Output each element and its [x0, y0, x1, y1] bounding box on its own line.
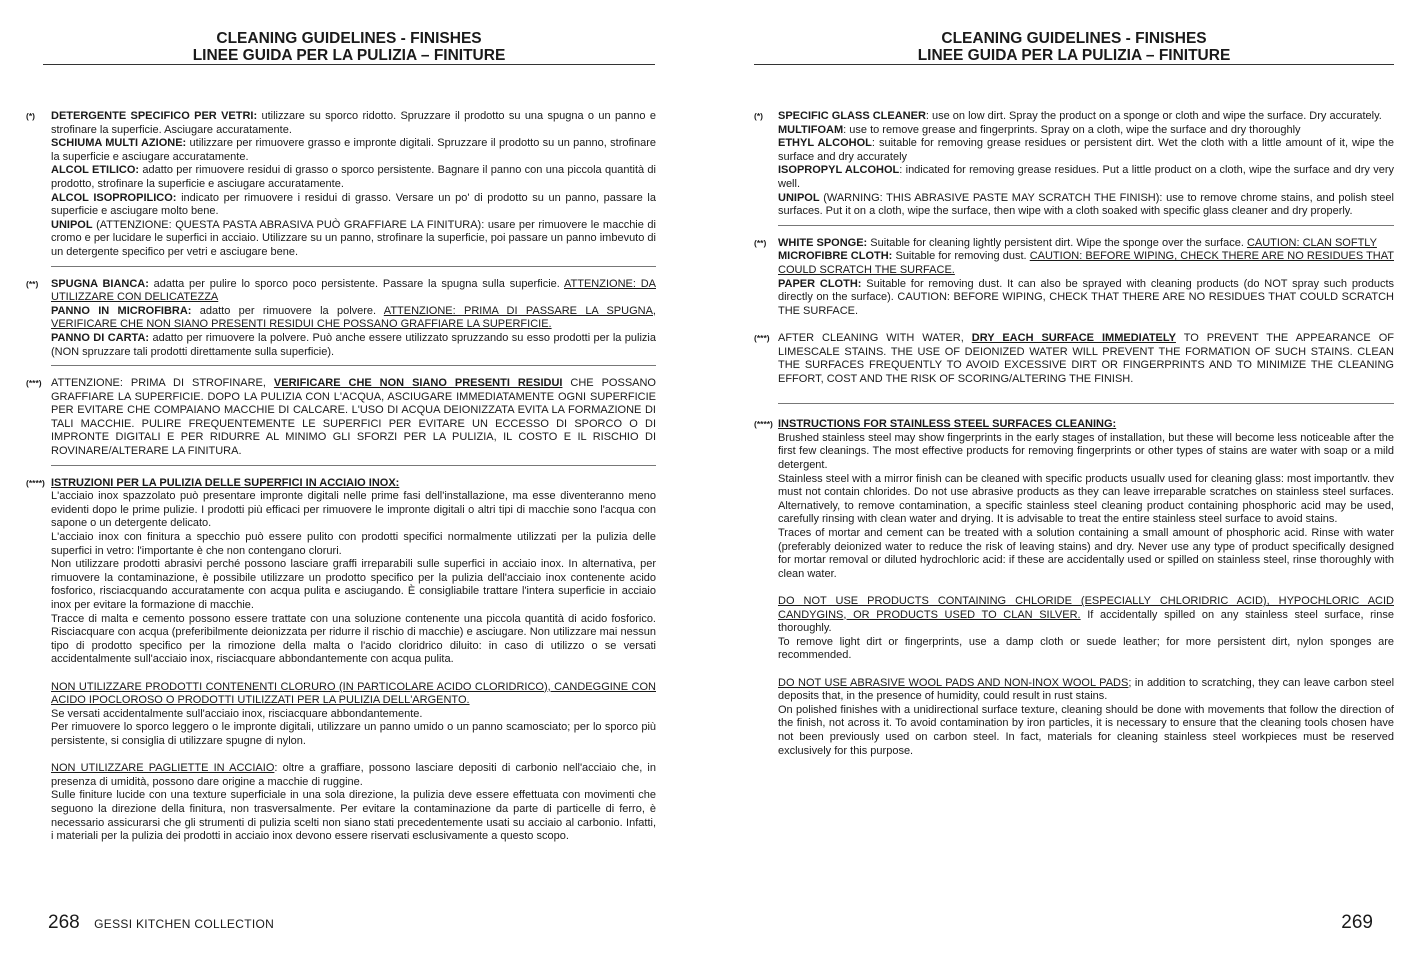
paragraph: ALCOL ETILICO: adatto per rimuovere residui di grasso o sporco persistente. Bagnare il panno con una piccola quantità di prodotto, strofinare la superficie e asciugare accuratamente.	[51, 164, 656, 190]
paragraph: SCHIUMA MULTI AZIONE: utilizzare per rimuovere grasso e impronte digitali. Spruzzare il prodotto su un panno, strofinare la superficie e asciugare accuratamente.	[51, 137, 656, 163]
paragraph: DETERGENTE SPECIFICO PER VETRI: utilizzare su sporco ridotto. Spruzzare il prodotto su una spugna o un panno e strofinare la superficie. Asciugare accuratamente.	[51, 110, 656, 136]
section-warning	[26, 377, 656, 459]
page-content	[754, 110, 1394, 758]
paragraph: WHITE SPONGE: Suitable for cleaning lightly persistent dirt. Wipe the sponge over the surface. CAUTION: CLAN SOFTLY	[778, 236, 1377, 249]
footnote-marker: (****)	[754, 419, 773, 430]
page-number: 269	[1341, 912, 1373, 933]
section-divider	[778, 225, 1394, 226]
section-warning	[754, 332, 1394, 386]
section-stainless	[754, 418, 1394, 758]
paragraph: AFTER CLEANING WITH WATER, DRY EACH SURFACE IMMEDIATELY TO PREVENT THE APPEARANCE OF LIMESCALE STAINS. THE USE OF DEIONIZED WATER WILL PREVENT THE FORMATION OF SUCH STAINS. CLEAN THE SURFACES FREQUENTLY TO AVOID EXCESSIVE DIRT OR FINGERPRINTS AND TO MINIMIZE THE CLEANING EFFORT, COST AND THE RISK OF SCORING/ALTERING THE FINISH.	[778, 331, 1395, 385]
section-stainless	[26, 477, 656, 844]
paragraph: Per rimuovere lo sporco leggero o le impronte digitali, utilizzare un panno umido o un panno scamosciato; per lo sporco più persistente, si consiglia di utilizzare spugne di nylon.	[51, 721, 656, 747]
page-title	[754, 30, 1394, 64]
paragraph: To remove light dirt or fingerprints, use a damp cloth or suede leather; for more persistent dirt, nylon sponges are recommended.	[778, 635, 1394, 662]
paragraph: NON UTILIZZARE PAGLIETTE IN ACCIAIO: oltre a graffiare, possono lasciare depositi di carbonio nell'acciaio che, in presenza di umidità, possono dare origine a macchie di ruggine.	[51, 762, 656, 788]
paragraph: Brushed stainless steel may show fingerprints in the early stages of installation, but these will become less noticeable after the first few cleanings. The most effective products for removing fingerprints or other types of stains are water with soap or a mild detergent.	[778, 431, 1394, 472]
section-divider	[51, 465, 656, 466]
section-heading: ISTRUZIONI PER LA PULIZIA DELLE SUPERFICI IN ACCIAIO INOX:	[51, 476, 400, 489]
paragraph: DO NOT USE ABRASIVE WOOL PADS AND NON-INOX WOOL PADS; in addition to scratching, they can leave carbon steel deposits that, in the presence of humidity, could result in rust stains.	[778, 676, 1395, 703]
page-number: 268	[48, 912, 80, 933]
paragraph: ISOPROPYL ALCOHOL: indicated for removing grease residues. Put a little product on a cloth, wipe the surface and dry very well.	[778, 164, 1395, 190]
footnote-marker: (***)	[26, 378, 42, 389]
title-italian: LINEE GUIDA PER LA PULIZIA – FINITURE	[917, 47, 1231, 64]
paragraph: PANNO DI CARTA: adatto per rimuovere la polvere. Può anche essere utilizzato spruzzando su esso prodotti per la pulizia (NON spruzzare tali prodotti direttamente sulla superficie).	[51, 331, 656, 358]
title-english: CLEANING GUIDELINES - FINISHES	[216, 30, 482, 47]
paragraph: On polished finishes with a unidirectional surface texture, cleaning should be done with movements that follow the direction of the finish, not across it. To avoid contamination by iron particles, it is necessary to ensure that the cleaning tools chosen have not been previously used on carbon steel. In fact, materials for cleaning stainless steel workpieces must be reserved exclusively for this purpose.	[778, 703, 1394, 757]
footnote-marker: (****)	[26, 477, 45, 488]
page-footer	[48, 912, 274, 934]
paragraph: UNIPOL (WARNING: THIS ABRASIVE PASTE MAY SCRATCH THE FINISH): use to remove chrome stains, and polish steel surfaces. Put it on a cloth, wipe the surface, then wipe with a cloth soaked with specific glass cleaner and dry properly.	[778, 191, 1394, 218]
title-italian: LINEE GUIDA PER LA PULIZIA – FINITURE	[192, 47, 506, 64]
title-underline	[43, 64, 655, 65]
paragraph: SPUGNA BIANCA: adatta per pulire lo sporco poco persistente. Passare la spugna sulla superficie. ATTENZIONE: DA UTILIZZARE CON DELICATEZZA	[51, 277, 656, 304]
section-tools	[26, 278, 656, 360]
footnote-marker: (**)	[754, 237, 767, 248]
paragraph: PANNO IN MICROFIBRA: adatto per rimuovere la polvere. ATTENZIONE: PRIMA DI PASSARE LA SPUGNA, VERIFICARE CHE NON SIANO PRESENTI RESIDUI CHE POSSANO GRAFFIARE LA SUPERFICIE.	[51, 304, 656, 331]
page-title	[43, 30, 655, 64]
paragraph: UNIPOL (ATTENZIONE: QUESTA PASTA ABRASIVA PUÒ GRAFFIARE LA FINITURA): usare per rimuovere le macchie di cromo e per lucidare le superfici in acciaio. Utilizzare su un panno, strofinare la superficie, poi passare un panno imbevuto di un detergente specifico per vetri e asciugare bene.	[51, 218, 656, 258]
paragraph: Se versati accidentalmente sull'acciaio inox, risciacquare abbondantemente.	[51, 707, 423, 720]
title-underline	[754, 64, 1394, 65]
paragraph: Stainless steel with a mirror finish can be cleaned with specific products usuallv used for cleaning glass: most importantlv. thev must not contain chlorides. Do not use abrasive products as they can leave irreparable scratches on stainless steel surfaces. Alternatively, to remove contamination, a specific stainless steel cleaning product containing phosphoric acid may be used, carefully rinsing with clean water and drying. It is advisable to treat the entire stainless steel surface to avoid stains.	[778, 472, 1394, 526]
brand-name: GESSI KITCHEN COLLECTION	[94, 917, 275, 931]
page-content	[26, 110, 656, 844]
footnote-marker: (**)	[26, 278, 39, 289]
paragraph: SPECIFIC GLASS CLEANER: use on low dirt. Spray the product on a sponge or cloth and wipe the surface. Dry accurately.	[778, 110, 1382, 122]
section-divider	[51, 365, 656, 366]
paragraph: DO NOT USE PRODUCTS CONTAINING CHLORIDE (ESPECIALLY CHLORIDRIC ACID), HYPOCHLORIC ACID CANDYGINS, OR PRODUCTS USED TO CLAN SILVER. If accidentally spilled on any stainless steel surface, rinse thoroughly.	[778, 595, 1394, 635]
section-divider	[51, 266, 656, 267]
paragraph: L'acciaio inox spazzolato può presentare impronte digitali nelle prime fasi dell'installazione, ma esse diventeranno meno evidenti dopo le prime pulizie. I prodotti più efficaci per rimuovere le impronte digitali o altri tipi di macchie sono l'acqua con sapone o un detergente delicato.	[51, 490, 656, 530]
section-divider	[778, 403, 1394, 404]
paragraph: Sulle finiture lucide con una texture superficiale in una sola direzione, la pulizia deve essere effettuata con movimenti che seguono la direzione della finitura, non trasversalmente. Per evitare la contaminazione da parte di particelle di ferro, è necessario assicurarsi che gli strumenti di pulizia scelti non siano stati precedentemente usati su acciaio al carbonio. Infatti, i materiali per la pulizia dei prodotti in acciaio inox devono essere riservati esclusivamente a questo scopo.	[51, 789, 656, 843]
paragraph: MICROFIBRE CLOTH: Suitable for removing dust. CAUTION: BEFORE WIPING, CHECK THERE ARE NO RESIDUES THAT COULD SCRATCH THE SURFACE.	[778, 250, 1394, 276]
footnote-marker: (*)	[754, 111, 763, 121]
section-products	[754, 110, 1394, 219]
paragraph: PAPER CLOTH: Suitable for removing dust. It can also be sprayed with cleaning products (do NOT spray such products directly on the surface). CAUTION: BEFORE WIPING, CHECK THAT THERE ARE NO RESIDUES THAT COULD SCRATCH THE SURFACE.	[778, 277, 1395, 317]
title-english: CLEANING GUIDELINES - FINISHES	[941, 30, 1207, 47]
right-page	[710, 0, 1420, 959]
paragraph: ETHYL ALCOHOL: suitable for removing grease residues or persistent dirt. Wet the cloth with a little amount of it, wipe the surface and dry accurately	[778, 137, 1395, 163]
paragraph: MULTIFOAM: use to remove grease and fingerprints. Spray on a cloth, wipe the surface and dry thoroughly	[778, 123, 1301, 136]
footnote-marker: (***)	[754, 332, 770, 343]
footnote-marker: (*)	[26, 111, 35, 121]
section-heading: INSTRUCTIONS FOR STAINLESS STEEL SURFACES CLEANING:	[778, 418, 1117, 431]
page-footer	[1341, 912, 1373, 934]
paragraph: NON UTILIZZARE PRODOTTI CONTENENTI CLORURO (IN PARTICOLARE ACIDO CLORIDRICO), CANDEGGINE CON ACIDO IPOCLOROSO O PRODOTTI UTILIZZATI PER LA PULIZIA DELL'ARGENTO.	[51, 680, 656, 707]
paragraph: ALCOL ISOPROPILICO: indicato per rimuovere i residui di grasso. Versare un po' di prodotto su un panno, passare la superficie e asciugare molto bene.	[51, 191, 656, 218]
section-tools	[754, 237, 1394, 319]
paragraph: Non utilizzare prodotti abrasivi perché possono lasciare graffi irreparabili sulle superfici in acciaio inox. In alternativa, per rimuovere la contaminazione, è possibile utilizzare un prodotto specifico per la pulizia dell'acciaio inox contenente acido fosforico, risciacquando accuratamente con acqua pulita e asciugando. È consigliabile trattare l'intera superficie in acciaio inox per evitare la formazione di macchie.	[51, 558, 656, 611]
paragraph: L'acciaio inox con finitura a specchio può essere pulito con prodotti specifici normalmente utilizzati per la pulizia delle superfici in vetro: l'importante è che non contengano cloruri.	[51, 531, 656, 557]
paragraph: Tracce di malta e cemento possono essere trattate con una soluzione contenente una piccola quantità di acido fosforico. Risciacquare con acqua (preferibilmente deionizzata per ridurre il rischio di macchie) e asciugare. Non utilizzare mai nessun tipo di prodotto specifico per la rimozione della malta o l'acido cloridrico diluito: in caso di utilizzo o se versati accidentalmente sull'acciaio inox, risciacquare abbondantemente con acqua pulita.	[51, 612, 656, 666]
paragraph: Traces of mortar and cement can be treated with a solution containing a small amount of phosphoric acid. Rinse with water (preferably deionized water to reduce the risk of leaving stains) and dry. Never use any type of product specifically designed for mortar removal or diluted hydrochloric acid: if these are accidentally used or spilled on stainless steel, rinse thoroughly with clean water.	[778, 527, 1394, 580]
section-products	[26, 110, 656, 260]
paragraph: ATTENZIONE: PRIMA DI STROFINARE, VERIFICARE CHE NON SIANO PRESENTI RESIDUI CHE POSSANO GRAFFIARE LA SUPERFICIE. DOPO LA PULIZIA CON L'ACQUA, ASCIUGARE IMMEDIATAMENTE OGNI SUPERFICIE PER EVITARE CHE COMPAIANO MACCHIE DI CALCARE. L'USO DI ACQUA DEIONIZZATA EVITA LA FORMAZIONE DI TALI MACCHIE. PULIRE FREQUENTEMENTE LE SUPERFICI PER EVITARE UN ECCESSO DI SPORCO O DI IMPRONTE DIGITALI E PER RIDURRE AL MINIMO GLI SFORZI PER LA PULIZIA, IL COSTO E IL RISCHIO DI ROVINARE/ALTERARE LA FINITURA.	[51, 377, 656, 458]
